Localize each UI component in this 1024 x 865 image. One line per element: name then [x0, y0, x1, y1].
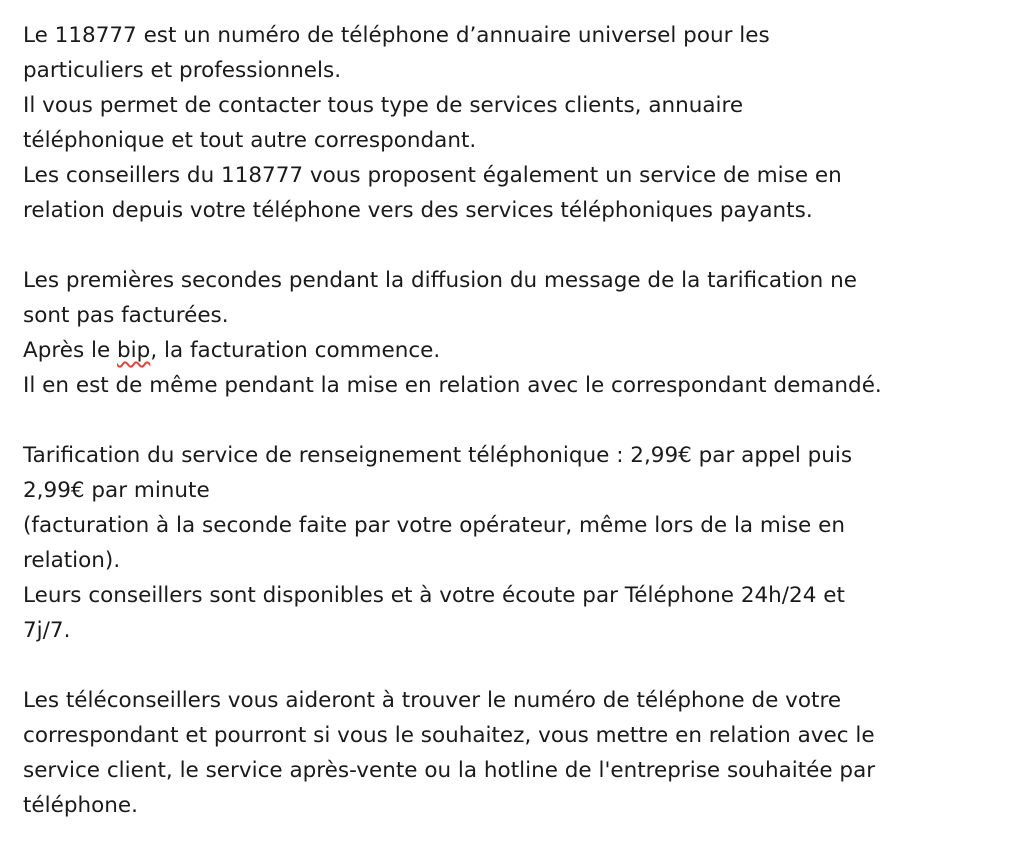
- text-line-bip: [23, 333, 1013, 368]
- blank-line: [23, 228, 1013, 263]
- blank-line: [23, 403, 1013, 438]
- text-editor-body[interactable]: [23, 18, 1013, 823]
- text-line: relation).: [23, 548, 121, 573]
- text-segment: Après le: [23, 338, 118, 363]
- text-segment: , la facturation commence.: [150, 338, 441, 363]
- text-line: relation depuis votre téléphone vers des services téléphoniques payants.: [23, 198, 813, 223]
- text-line: Les téléconseillers vous aideront à trouver le numéro de téléphone de votre: [23, 688, 842, 713]
- text-line: Les premières secondes pendant la diffusion du message de la tarification ne: [23, 268, 857, 293]
- text-line: Leurs conseillers sont disponibles et à votre écoute par Téléphone 24h/24 et: [23, 583, 845, 608]
- text-line: téléphone.: [23, 793, 138, 818]
- blank-line: [23, 648, 1013, 683]
- spellcheck-flagged-word[interactable]: bip: [117, 338, 151, 363]
- text-line: 7j/7.: [23, 618, 71, 643]
- text-line: (facturation à la seconde faite par votre opérateur, même lors de la mise en: [23, 513, 845, 538]
- text-line: Le 118777 est un numéro de téléphone d’annuaire universel pour les: [23, 23, 770, 48]
- text-line: Les conseillers du 118777 vous proposent également un service de mise en: [23, 163, 842, 188]
- text-line: 2,99€ par minute: [23, 478, 210, 503]
- text-line: correspondant et pourront si vous le souhaitez, vous mettre en relation avec le: [23, 723, 875, 748]
- text-line: service client, le service après-vente ou la hotline de l'entreprise souhaitée par: [23, 758, 876, 783]
- text-line: Il vous permet de contacter tous type de services clients, annuaire: [23, 93, 744, 118]
- text-line: particuliers et professionnels.: [23, 58, 342, 83]
- paragraph-advisors: [23, 683, 1013, 823]
- text-line: Tarification du service de renseignement téléphonique : 2,99€ par appel puis: [23, 443, 853, 468]
- text-line: sont pas facturées.: [23, 303, 229, 328]
- paragraph-billing: [23, 263, 1013, 403]
- paragraph-pricing: [23, 438, 1013, 648]
- paragraph-intro: [23, 18, 1013, 228]
- text-line: téléphonique et tout autre correspondant.: [23, 128, 477, 153]
- text-line: Il en est de même pendant la mise en relation avec le correspondant demandé.: [23, 373, 882, 398]
